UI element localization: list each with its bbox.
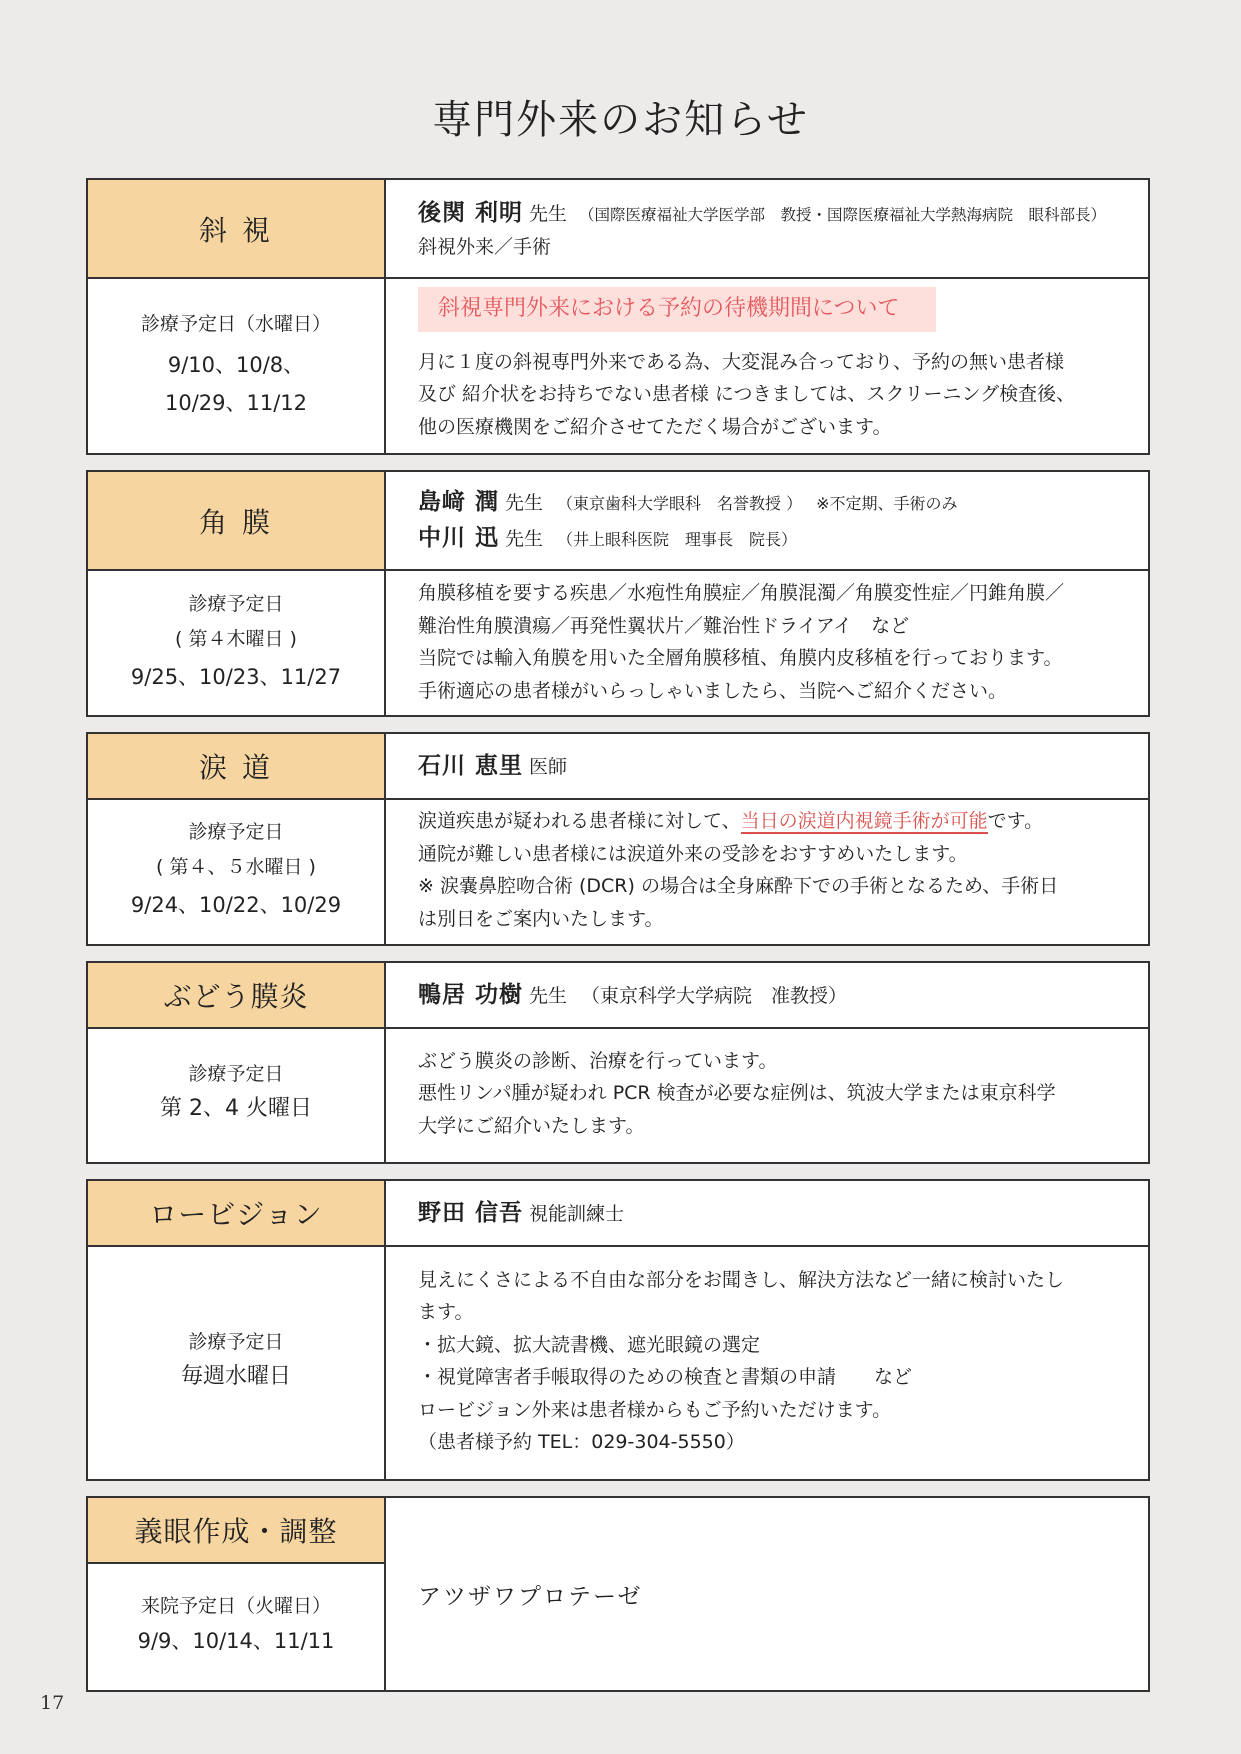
body-line: ロービジョン外来は患者様からもご予約いただけます。 xyxy=(418,1398,892,1421)
doctor-title: 先生 xyxy=(505,527,544,550)
body-line: 角膜移植を要する疾患／水疱性角膜症／角膜混濁／角膜変性症／円錐角膜／ xyxy=(418,582,1065,604)
uveitis-schedule xyxy=(88,1025,384,1162)
cornea-body xyxy=(418,569,1124,715)
schedule-dates: 9/10、10/8、 xyxy=(167,352,305,377)
uveitis-section xyxy=(86,961,1150,1164)
low-vision-dept-label: ロービジョン xyxy=(88,1181,384,1245)
strabismus-doctor xyxy=(418,180,1128,277)
body-line: 手術適応の患者様がいらっしゃいましたら、当院へご紹介ください。 xyxy=(418,679,1008,702)
cornea-dept-label: 角 膜 xyxy=(88,472,384,569)
doctor-name: 石川 恵里 xyxy=(418,752,524,779)
schedule-label: 診療予定日 xyxy=(188,592,284,615)
body-line: 通院が難しい患者様には涙道外来の受診をおすすめいたします。 xyxy=(418,842,968,865)
body-line: は別日をご案内いたします。 xyxy=(418,907,664,930)
schedule-label: 診療予定日（水曜日） xyxy=(140,312,331,335)
low-vision-body xyxy=(418,1243,1124,1479)
strabismus-schedule xyxy=(88,277,384,453)
lacrimal-schedule xyxy=(88,796,384,944)
schedule-dates: 10/29、11/12 xyxy=(164,390,308,415)
uveitis-dept-label: ぶどう膜炎 xyxy=(88,963,384,1027)
body-line: 難治性角膜潰瘍／再発性翼状片／難治性ドライアイ など xyxy=(418,614,910,637)
doctor-name: 後関 利明 xyxy=(418,199,524,226)
schedule-weekday: ( 第４木曜日 ) xyxy=(175,627,297,650)
schedule-label: 診療予定日 xyxy=(188,1330,284,1353)
lacrimal-section xyxy=(86,732,1150,946)
doctor-affiliation: （東京科学大学病院 准教授） xyxy=(581,984,848,1007)
doctor-name: 島﨑 潤 xyxy=(418,488,500,515)
low-vision-schedule xyxy=(88,1243,384,1479)
body-line: ぶどう膜炎の診断、治療を行っています。 xyxy=(418,1049,778,1072)
low-vision-staff xyxy=(418,1181,1128,1245)
body-line: 及び 紹介状をお持ちでない患者様 につきましては、スクリーニング検査後、 xyxy=(418,383,1076,405)
body-text: 涙道疾患が疑われる患者様に対して、 xyxy=(418,810,741,832)
uveitis-body xyxy=(418,1025,1124,1162)
doctor-note: ※不定期、手術のみ xyxy=(816,493,958,513)
uveitis-doctor xyxy=(418,963,1128,1027)
lacrimal-body xyxy=(418,796,1124,944)
page-number: 17 xyxy=(40,1692,65,1714)
staff-title: 視能訓練士 xyxy=(529,1202,625,1225)
body-line: （患者様予約 TEL：029-304-5550） xyxy=(418,1431,745,1453)
strabismus-section xyxy=(86,178,1150,455)
cornea-doctors xyxy=(418,472,1128,569)
schedule-dates: 9/25、10/23、11/27 xyxy=(130,664,342,689)
cornea-section xyxy=(86,470,1150,717)
prosthesis-section xyxy=(86,1496,1150,1692)
maker-name: アツザワプロテーゼ xyxy=(418,1583,643,1610)
strabismus-dept-label: 斜 視 xyxy=(88,180,384,277)
prosthesis-schedule xyxy=(88,1560,384,1690)
strabismus-body xyxy=(418,277,1124,453)
schedule-label: 来院予定日（火曜日） xyxy=(140,1594,331,1617)
schedule-weekday: 毎週水曜日 xyxy=(180,1363,291,1389)
waiting-period-notice: 斜視専門外来における予約の待機期間について xyxy=(418,287,936,332)
body-line: 月に１度の斜視専門外来である為、大変混み合っており、予約の無い患者様 xyxy=(418,350,1065,373)
body-line: 当院では輸入角膜を用いた全層角膜移植、角膜内皮移植を行っております。 xyxy=(418,647,1063,669)
body-line: 悪性リンパ腫が疑われ PCR 検査が必要な症例は、筑波大学または東京科学 xyxy=(418,1082,1056,1105)
prosthesis-dept-label: 義眼作成・調整 xyxy=(88,1498,384,1562)
doctor-name: 中川 迅 xyxy=(418,524,500,551)
body-line: ※ 涙嚢鼻腔吻合術 (DCR) の場合は全身麻酔下での手術となるため、手術日 xyxy=(418,875,1059,897)
doctor-title: 先生 xyxy=(505,491,544,514)
cornea-schedule xyxy=(88,569,384,715)
schedule-weekday: 第 2、4 火曜日 xyxy=(160,1096,312,1121)
body-line: ます。 xyxy=(418,1301,474,1323)
body-text: です。 xyxy=(987,810,1044,832)
doctor-title: 医師 xyxy=(529,755,568,778)
schedule-label: 診療予定日 xyxy=(188,1063,284,1085)
schedule-label: 診療予定日 xyxy=(188,820,284,843)
doctor-title: 先生 xyxy=(529,984,568,1007)
low-vision-section xyxy=(86,1179,1150,1481)
doctor-title: 先生 xyxy=(529,202,568,225)
highlighted-text: 当日の涙道内視鏡手術が可能 xyxy=(740,810,988,832)
clinic-subtitle: 斜視外来／手術 xyxy=(418,235,552,258)
doctor-affiliation: （国際医療福祉大学医学部 教授・国際医療福祉大学熱海病院 眼科部長） xyxy=(579,205,1107,224)
doctor-affiliation: （東京歯科大学眼科 名誉教授 ） xyxy=(557,493,803,513)
body-line: 大学にご紹介いたします。 xyxy=(418,1114,645,1137)
schedule-weekday: ( 第４、５水曜日 ) xyxy=(156,855,316,878)
prosthesis-maker xyxy=(418,1498,1128,1690)
doctor-name: 鴨居 功樹 xyxy=(418,981,524,1008)
body-line: 他の医療機関をご紹介させてただく場合がございます。 xyxy=(418,415,892,438)
body-line: 見えにくさによる不自由な部分をお聞きし、解決方法など一緒に検討いたし xyxy=(418,1268,1065,1291)
page-title: 専門外来のお知らせ xyxy=(432,97,809,143)
schedule-dates: 9/9、10/14、11/11 xyxy=(137,1628,335,1653)
lacrimal-doctor xyxy=(418,734,1128,798)
body-line: ・拡大鏡、拡大読書機、遮光眼鏡の選定 xyxy=(418,1333,761,1356)
lacrimal-dept-label: 涙 道 xyxy=(88,734,384,798)
doctor-affiliation: （井上眼科医院 理事長 院長） xyxy=(557,529,798,549)
body-line xyxy=(418,805,1124,838)
schedule-dates: 9/24、10/22、10/29 xyxy=(130,892,342,917)
body-line: ・視覚障害者手帳取得のための検査と書類の申請 など xyxy=(418,1366,913,1388)
staff-name: 野田 信吾 xyxy=(418,1199,524,1226)
